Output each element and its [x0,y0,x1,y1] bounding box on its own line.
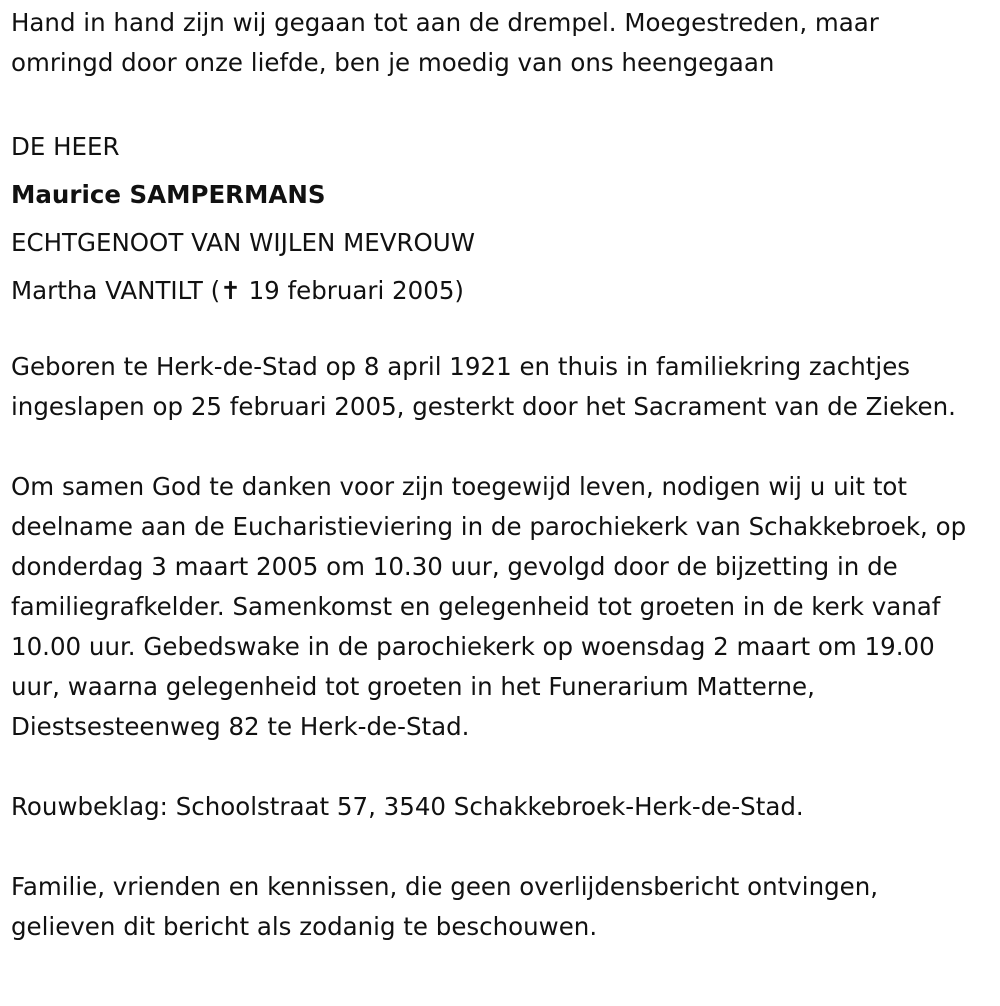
condolence-paragraph: Rouwbeklag: Schoolstraat 57, 3540 Schakkebroek-Herk-de-Stad. [11,792,804,821]
spouse-line: ECHTGENOOT VAN WIJLEN MEVROUW [11,228,475,257]
deceased-name: Maurice SAMPERMANS [11,180,326,209]
spacer [11,315,986,347]
intro-paragraph: Hand in hand zijn wij gegaan tot aan de drempel. Moegestreden, maar omringd door onze liefde, ben je moedig van ons heengegaan [11,8,879,77]
spacer [11,747,986,787]
spacer [11,427,986,467]
closing-paragraph: Familie, vrienden en kennissen, die geen overlijdensbericht ontvingen, gelieven dit bericht als zodanig te beschouwen. [11,872,879,941]
spacer [11,83,986,123]
spouse-name: Martha VANTILT ( [11,276,221,305]
service-paragraph: Om samen God te danken voor zijn toegewijd leven, nodigen wij u uit tot deelname aan de Eucharistieviering in de parochiekerk van Schakkebroek, op donderdag 3 maart 2005 om 10.30 uur, gevolgd door de bijzetting in de familiegrafkelder. Samenkomst en gelegenheid tot groeten in de kerk vanaf 10.00 uur. Gebedswake in de parochiekerk op woensdag 2 maart om 19.00 uur, waarna gelegenheid tot groeten in het Funerarium Matterne, Diestsesteenweg 82 te Herk-de-Stad. [11,472,967,741]
spouse-details [11,267,986,315]
birth-paragraph: Geboren te Herk-de-Stad op 8 april 1921 en thuis in familiekring zachtjes ingeslapen op 25 februari 2005, gesterkt door het Sacrament van de Zieken. [11,352,956,421]
title-prefix: DE HEER [11,132,120,161]
spouse-death-date: 19 februari 2005) [248,276,464,305]
spacer [11,827,986,867]
cross-icon: ✝ [220,276,241,305]
